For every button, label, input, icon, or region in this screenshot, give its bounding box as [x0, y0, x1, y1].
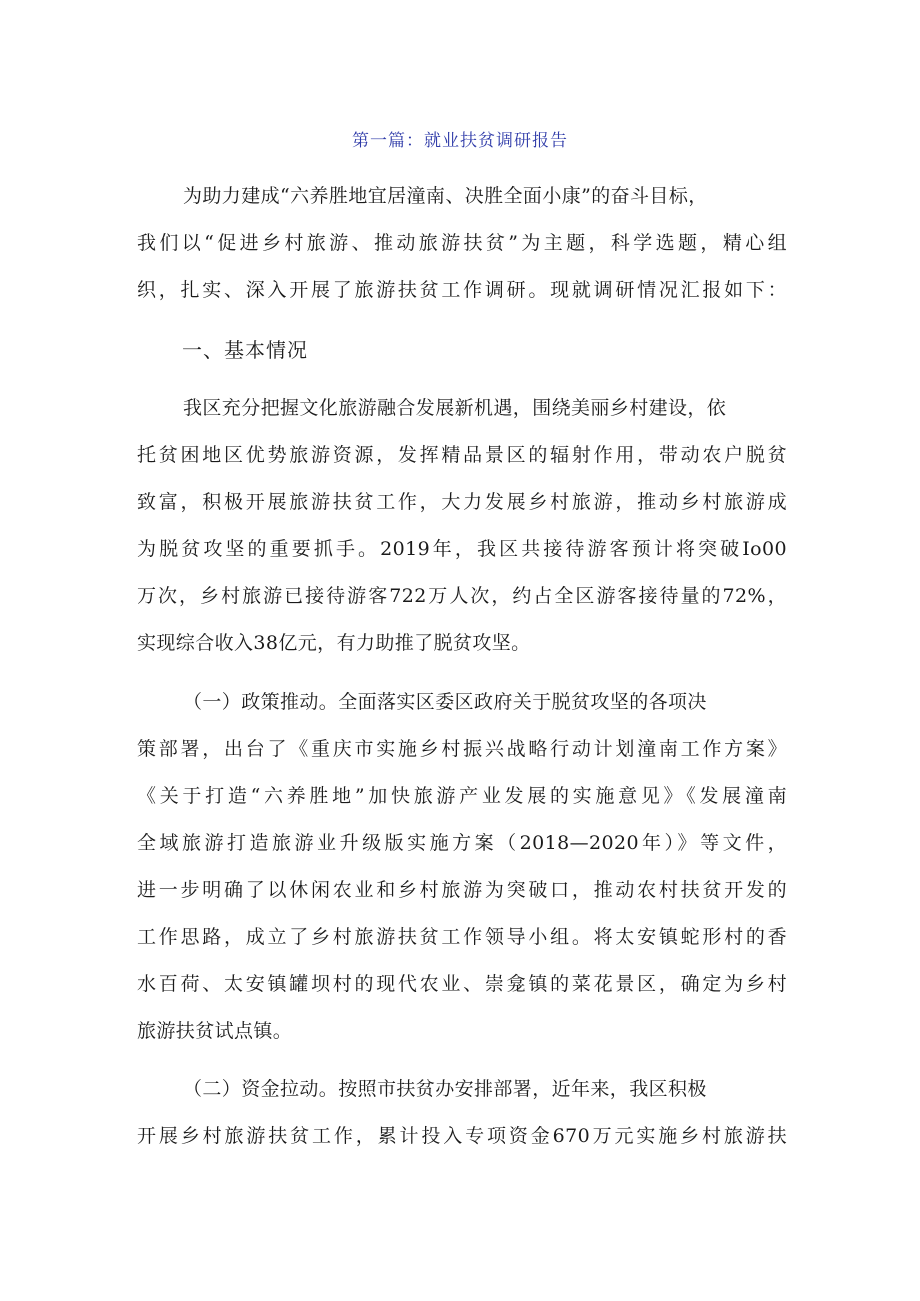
- para1-line-2: 托贫困地区优势旅游资源，发挥精品景区的辐射作用，带动农户脱贫: [137, 444, 787, 466]
- intro-line-2: 我们以“促进乡村旅游、推动旅游扶贫”为主题，科学选题，精心组: [137, 232, 787, 254]
- para1-line-5: 万次，乡村旅游已接待游客722万人次，约占全区游客接待量的72%，: [137, 585, 787, 607]
- para1-line-3: 致富，积极开展旅游扶贫工作，大力发展乡村旅游，推动乡村旅游成: [137, 491, 787, 513]
- para2-line-2: 策部署，出台了《重庆市实施乡村振兴战略行动计划潼南工作方案》: [137, 738, 787, 760]
- para2-line-5: 进一步明确了以休闲农业和乡村旅游为突破口，推动农村扶贫开发的: [137, 879, 787, 901]
- para3-line-2: 开展乡村旅游扶贫工作，累计投入专项资金670万元实施乡村旅游扶: [137, 1125, 787, 1147]
- para2-line-7: 水百荷、太安镇罐坝村的现代农业、崇龛镇的菜花景区，确定为乡村: [137, 973, 787, 995]
- intro-line-3: 织，扎实、深入开展了旅游扶贫工作调研。现就调研情况汇报如下：: [137, 279, 787, 301]
- para1-line-4: 为脱贫攻坚的重要抓手。2019年，我区共接待游客预计将突破Io00: [137, 538, 787, 560]
- intro-line-1: 为助力建成“六养胜地宜居潼南、决胜全面小康”的奋斗目标，: [183, 185, 708, 207]
- para2-line-3: 《关于打造“六养胜地”加快旅游产业发展的实施意见》《发展潼南: [137, 785, 787, 807]
- para3-line-1: （二）资金拉动。按照市扶贫办安排部署，近年来，我区积极: [183, 1078, 707, 1100]
- para1-line-6: 实现综合收入38亿元，有力助推了脱贫攻坚。: [137, 632, 531, 654]
- para2-line-4: 全域旅游打造旅游业升级版实施方案（2018—2020年）》等文件，: [137, 832, 787, 854]
- para2-line-6: 工作思路，成立了乡村旅游扶贫工作领导小组。将太安镇蛇形村的香: [137, 926, 787, 948]
- document-title: 第一篇：就业扶贫调研报告: [352, 131, 568, 151]
- para2-line-1: （一）政策推动。全面落实区委区政府关于脱贫攻坚的各项决: [183, 691, 707, 713]
- section-heading-basic: 一、基本情况: [182, 338, 308, 362]
- para2-line-8: 旅游扶贫试点镇。: [137, 1020, 293, 1042]
- para1-line-1: 我区充分把握文化旅游融合发展新机遇，围绕美丽乡村建设，依: [183, 397, 727, 419]
